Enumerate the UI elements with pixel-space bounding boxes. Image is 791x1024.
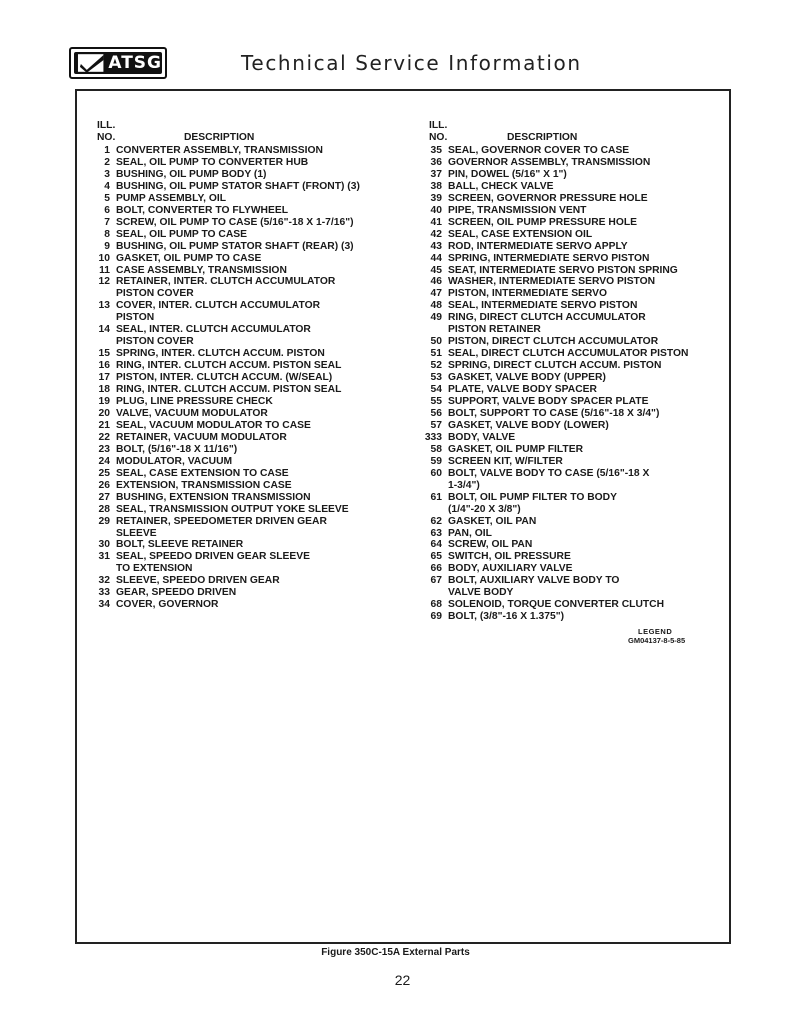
item-description: SEAL, INTER. CLUTCH ACCUMULATOR [116,324,311,336]
item-number: 13 [98,300,110,312]
item-number: 55 [430,396,442,408]
list-item [82,360,412,372]
list-item [414,288,734,300]
list-item [82,241,412,253]
item-number: 44 [430,252,442,264]
item-description: SEAT, INTERMEDIATE SERVO PISTON SPRING [448,264,678,276]
item-description: RING, DIRECT CLUTCH ACCUMULATOR [448,312,646,324]
item-description: SPRING, INTER. CLUTCH ACCUM. PISTON [116,348,325,360]
item-number: 47 [430,288,442,300]
parts-list-frame [75,89,731,944]
list-item [414,528,734,540]
item-description: SPRING, INTERMEDIATE SERVO PISTON [448,252,650,264]
item-number: 56 [430,407,442,419]
item-description: PISTON COVER [116,288,194,300]
item-description: RETAINER, INTER. CLUTCH ACCUMULATOR [116,276,336,288]
list-item [414,169,734,181]
list-item [414,229,734,241]
list-item [82,372,412,384]
list-item [82,157,412,169]
list-item [82,181,412,193]
item-description: PLATE, VALVE BODY SPACER [448,384,597,396]
item-number: 27 [98,491,110,503]
list-item [414,575,734,587]
item-description: WASHER, INTERMEDIATE SERVO PISTON [448,276,656,288]
item-number [414,324,442,336]
item-description: BALL, CHECK VALVE [448,180,554,192]
item-description: CASE ASSEMBLY, TRANSMISSION [116,264,287,276]
list-item [82,384,412,396]
item-number: 60 [430,467,442,479]
item-number: 57 [430,419,442,431]
logo-text: ATSG [108,53,162,73]
item-description: PLUG, LINE PRESSURE CHECK [116,396,273,408]
list-item-continuation [82,336,412,348]
list-item [414,444,734,456]
item-number: 51 [430,348,442,360]
item-number [414,504,442,516]
list-item [82,575,412,587]
list-item [82,587,412,599]
item-number: 17 [98,372,110,384]
item-description: PISTON, DIRECT CLUTCH ACCUMULATOR [448,336,659,348]
item-number: 39 [430,192,442,204]
item-number: 2 [104,156,110,168]
list-item [82,229,412,241]
list-item [414,456,734,468]
item-number: 6 [104,204,110,216]
legend [628,627,685,645]
item-number: 11 [99,264,110,276]
item-description: BOLT, VALVE BODY TO CASE (5/16"-18 X [448,467,650,479]
item-number: 53 [430,372,442,384]
list-item [82,276,412,288]
item-description: SCREEN, GOVERNOR PRESSURE HOLE [448,192,648,204]
list-item [82,205,412,217]
legend-label: LEGEND [638,627,673,636]
item-number: 45 [430,264,442,276]
list-item [82,253,412,265]
item-number: 28 [98,503,110,515]
list-item [82,408,412,420]
item-number: 12 [98,276,110,288]
list-item [82,456,412,468]
item-description: GASKET, VALVE BODY (UPPER) [448,372,606,384]
item-number: 26 [98,479,110,491]
list-item [414,265,734,277]
item-number: 10 [98,252,110,264]
item-number: 333 [424,431,442,443]
item-number: 3 [104,168,110,180]
list-item [414,468,734,480]
item-description: SEAL, OIL PUMP TO CONVERTER HUB [116,156,309,168]
list-item [82,145,412,157]
list-item [82,504,412,516]
item-number [82,563,110,575]
list-item [82,468,412,480]
item-number: 41 [430,216,442,228]
item-description: SEAL, CASE EXTENSION OIL [448,228,593,240]
list-item-continuation [82,288,412,300]
item-number [82,528,110,540]
list-item [82,324,412,336]
item-number: 63 [430,527,442,539]
item-description: SOLENOID, TORQUE CONVERTER CLUTCH [448,599,665,611]
item-description: SEAL, GOVERNOR COVER TO CASE [448,145,630,156]
item-description: RING, INTER. CLUTCH ACCUM. PISTON SEAL [116,360,342,372]
list-item [414,563,734,575]
item-number: 69 [430,611,442,623]
list-item [82,420,412,432]
description-label: DESCRIPTION [507,132,578,143]
item-number: 48 [430,300,442,312]
page-number: 22 [394,972,411,988]
item-number: 25 [98,467,110,479]
item-number: 29 [98,515,110,527]
item-description: RING, INTER. CLUTCH ACCUM. PISTON SEAL [116,384,342,396]
item-description: ROD, INTERMEDIATE SERVO APPLY [448,240,628,252]
item-number: 31 [98,551,110,563]
item-description: GASKET, OIL PAN [448,515,537,527]
parts-rows [82,145,412,611]
item-number [82,336,110,348]
item-number: 34 [98,599,110,611]
item-description: PISTON RETAINER [448,324,541,336]
item-number: 22 [98,431,110,443]
item-description: BUSHING, EXTENSION TRANSMISSION [116,491,311,503]
item-number: 61 [430,491,442,503]
item-description: BOLT, SLEEVE RETAINER [116,539,244,551]
item-number: 50 [430,336,442,348]
item-number: 40 [430,204,442,216]
list-item-continuation [414,480,734,492]
no-label: NO. [97,132,116,143]
logo-badge [74,52,162,74]
item-description: SCREEN, OIL PUMP PRESSURE HOLE [448,216,638,228]
list-item [414,336,734,348]
item-description: BOLT, OIL PUMP FILTER TO BODY [448,491,617,503]
page-title: Technical Service Information [241,51,582,75]
legend-code: GM04137-8-5-85 [628,636,686,645]
item-description: SLEEVE, SPEEDO DRIVEN GEAR [116,575,280,587]
list-item [414,611,734,623]
list-item [414,492,734,504]
list-item [414,372,734,384]
list-item [414,276,734,288]
item-description: VALVE, VACUUM MODULATOR [116,407,268,419]
item-description: SEAL, OIL PUMP TO CASE [116,228,248,240]
atsg-logo [69,47,167,79]
item-number: 62 [430,515,442,527]
item-description: BOLT, (3/8"-16 X 1.375") [448,611,565,623]
item-number: 65 [430,551,442,563]
item-description: SCREW, OIL PAN [448,539,533,551]
item-description: SCREEN KIT, W/FILTER [448,455,563,467]
item-number: 58 [430,443,442,455]
list-item [414,312,734,324]
list-item [414,157,734,169]
item-description: SLEEVE [116,527,157,539]
list-item [414,145,734,157]
list-item [82,300,412,312]
figure-caption: Figure 350C-15A External Parts [321,947,470,958]
list-item-continuation [82,528,412,540]
parts-column-left [82,120,412,611]
item-number: 5 [104,192,110,204]
parts-rows [414,145,734,623]
list-item-continuation [82,563,412,575]
item-number [414,480,442,492]
list-item [414,348,734,360]
item-number: 66 [430,563,442,575]
item-description: RETAINER, VACUUM MODULATOR [116,431,287,443]
list-item [82,217,412,229]
list-item [82,539,412,551]
item-description: SWITCH, OIL PRESSURE [448,551,571,563]
list-item [414,217,734,229]
item-number: 43 [430,240,442,252]
item-description: SEAL, INTERMEDIATE SERVO PISTON [448,300,638,312]
list-item [414,360,734,372]
column-header [414,120,734,144]
item-number: 35 [430,145,442,156]
item-number: 68 [430,599,442,611]
list-item [82,396,412,408]
item-description: GASKET, VALVE BODY (LOWER) [448,419,609,431]
item-description: GEAR, SPEEDO DRIVEN [116,587,237,599]
ill-label: ILL. [429,120,448,131]
item-description: SEAL, TRANSMISSION OUTPUT YOKE SLEEVE [116,503,349,515]
item-number: 21 [98,419,110,431]
item-number: 37 [430,168,442,180]
item-description: BODY, AUXILIARY VALVE [448,563,573,575]
list-item [414,432,734,444]
description-label: DESCRIPTION [184,132,255,143]
item-description: PAN, OIL [448,527,492,539]
item-number: 16 [98,360,110,372]
item-number: 14 [98,324,110,336]
list-item [414,420,734,432]
list-item [82,480,412,492]
item-number: 42 [430,228,442,240]
item-number: 30 [98,539,110,551]
item-description: GOVERNOR ASSEMBLY, TRANSMISSION [448,156,651,168]
list-item [82,444,412,456]
list-item [82,599,412,611]
item-description: SUPPORT, VALVE BODY SPACER PLATE [448,396,649,408]
item-number: 24 [98,455,110,467]
item-description: PISTON [116,312,155,324]
item-description: PISTON COVER [116,336,194,348]
list-item [414,599,734,611]
item-number: 20 [98,407,110,419]
item-number: 4 [104,180,110,192]
checkmark-icon [77,52,106,74]
list-item [414,384,734,396]
item-description: SEAL, VACUUM MODULATOR TO CASE [116,419,311,431]
item-number: 49 [430,312,442,324]
item-description: GASKET, OIL PUMP FILTER [448,443,584,455]
item-description: BOLT, CONVERTER TO FLYWHEEL [116,204,289,216]
list-item [414,551,734,563]
item-number: 23 [98,443,110,455]
item-description: BODY, VALVE [448,431,516,443]
no-label: NO. [429,132,448,143]
item-description: RETAINER, SPEEDOMETER DRIVEN GEAR [116,515,327,527]
item-number: 9 [104,240,110,252]
item-description: PISTON, INTERMEDIATE SERVO [448,288,608,300]
list-item [82,551,412,563]
item-description: COVER, INTER. CLUTCH ACCUMULATOR [116,300,321,312]
column-header [82,120,412,144]
item-description: TO EXTENSION [116,563,193,575]
list-item [82,432,412,444]
item-description: MODULATOR, VACUUM [116,455,233,467]
item-description: SCREW, OIL PUMP TO CASE (5/16"-18 X 1-7/16") [116,216,354,228]
ill-label: ILL. [97,120,116,131]
item-number: 7 [104,216,110,228]
item-number [82,312,110,324]
item-description: (1/4"-20 X 3/8") [448,503,521,515]
list-item [414,253,734,265]
item-number: 36 [430,156,442,168]
item-description: PIPE, TRANSMISSION VENT [448,204,587,216]
list-item [414,193,734,205]
item-description: GASKET, OIL PUMP TO CASE [116,252,262,264]
list-item-continuation [414,324,734,336]
item-description: BOLT, SUPPORT TO CASE (5/16"-18 X 3/4") [448,407,660,419]
list-item [82,169,412,181]
item-description: BUSHING, OIL PUMP STATOR SHAFT (REAR) (3) [116,240,354,252]
item-number: 59 [430,455,442,467]
item-description: BUSHING, OIL PUMP STATOR SHAFT (FRONT) (3) [116,180,360,192]
list-item-continuation [414,587,734,599]
item-description: BOLT, (5/16"-18 X 11/16") [116,443,238,455]
parts-column-right [414,120,734,623]
item-number: 8 [104,228,110,240]
item-number: 64 [430,539,442,551]
item-number: 67 [430,575,442,587]
list-item [414,181,734,193]
item-number: 54 [430,384,442,396]
item-number [82,288,110,300]
item-description: SEAL, SPEEDO DRIVEN GEAR SLEEVE [116,551,310,563]
item-description: SEAL, CASE EXTENSION TO CASE [116,467,289,479]
item-description: BOLT, AUXILIARY VALVE BODY TO [448,575,620,587]
item-description: SEAL, DIRECT CLUTCH ACCUMULATOR PISTON [448,348,689,360]
item-description: CONVERTER ASSEMBLY, TRANSMISSION [116,145,323,156]
item-number: 18 [98,384,110,396]
item-description: EXTENSION, TRANSMISSION CASE [116,479,292,491]
list-item [414,516,734,528]
item-number: 52 [430,360,442,372]
item-number [414,587,442,599]
item-number: 32 [98,575,110,587]
list-item [414,241,734,253]
list-item [414,408,734,420]
list-item-continuation [82,312,412,324]
list-item [82,348,412,360]
list-item [82,193,412,205]
list-item [82,516,412,528]
item-description: PUMP ASSEMBLY, OIL [116,192,227,204]
item-description: BUSHING, OIL PUMP BODY (1) [116,168,267,180]
list-item [414,539,734,551]
item-description: VALVE BODY [448,587,514,599]
item-description: 1-3/4") [448,479,480,491]
list-item [414,205,734,217]
item-description: COVER, GOVERNOR [116,599,219,611]
list-item [414,300,734,312]
item-description: PISTON, INTER. CLUTCH ACCUM. (W/SEAL) [116,372,333,384]
item-number: 15 [98,348,110,360]
item-number: 46 [430,276,442,288]
item-number: 1 [104,145,110,156]
list-item [414,396,734,408]
list-item [82,265,412,277]
item-description: SPRING, DIRECT CLUTCH ACCUM. PISTON [448,360,662,372]
list-item [82,492,412,504]
item-number: 19 [98,396,110,408]
item-description: PIN, DOWEL (5/16" X 1") [448,168,567,180]
item-number: 38 [430,180,442,192]
item-number: 33 [98,587,110,599]
list-item-continuation [414,504,734,516]
